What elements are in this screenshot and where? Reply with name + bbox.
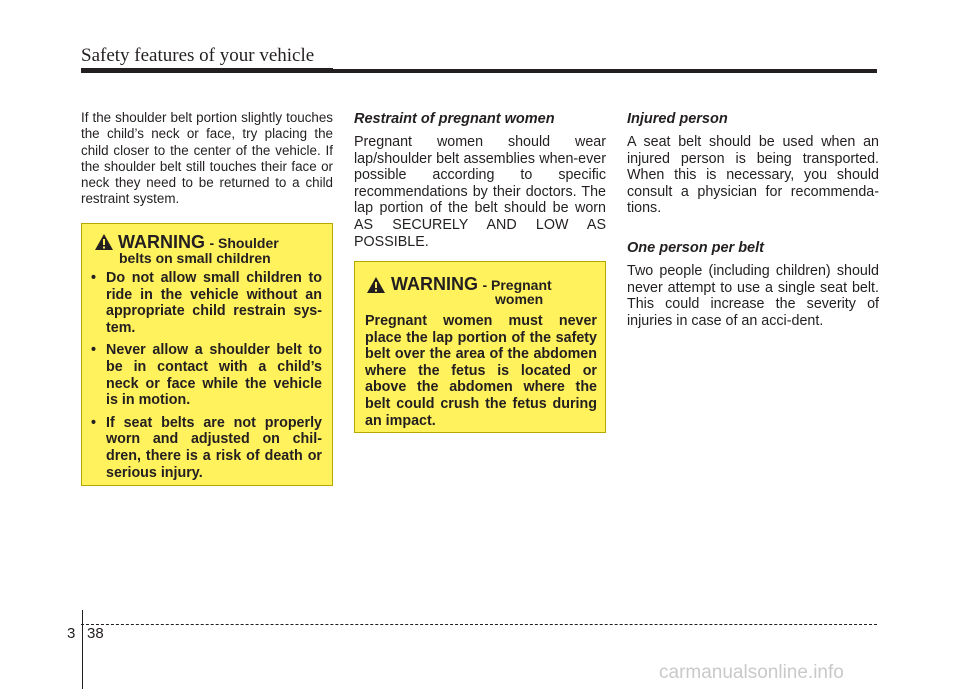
warning-text: Pregnant women must never place the lap portion of the safety belt over the area of the abdomen where the fetus is located or above the abdomen where the belt could crush the fetus during an impact. — [365, 313, 597, 429]
warning-bullet-list — [82, 270, 322, 481]
warning-subtitle: - Shoulder — [209, 235, 279, 251]
shoulder-belt-paragraph: If the shoulder belt portion slightly touches the child’s neck or face, try placing the child closer to the center of the vehicle. If the shoulder belt still touches their face or neck they need to be returned to a child restraint system. — [81, 110, 333, 207]
warning-subtitle-continued: belts on small children — [119, 250, 271, 266]
warning-subtitle: - Pregnant — [482, 277, 552, 293]
warning-title — [82, 224, 332, 266]
section-heading-pregnant-women: Restraint of pregnant women — [354, 111, 555, 127]
pregnant-women-paragraph: Pregnant women should wear lap/shoulder belt assemblies when-ever possible according to specific recommendations by their doctors. The lap portion of the belt should be worn AS SECURELY AND LOW AS POSSIBLE. — [354, 134, 606, 250]
chapter-number: 3 — [67, 625, 76, 642]
one-person-per-belt-paragraph: Two people (including children) should never attempt to use a single seat belt. This could increase the severity of injuries in case of an acci-dent. — [627, 262, 879, 329]
warning-triangle-icon — [366, 276, 386, 294]
warning-bullet: • If seat belts are not properly worn and adjusted on chil-dren, there is a risk of death or serious injury. — [82, 415, 322, 481]
warning-triangle-icon — [94, 233, 114, 251]
column-right — [627, 110, 879, 329]
page-number: 38 — [87, 625, 104, 642]
footer-rule — [81, 624, 877, 625]
section-heading-injured-person: Injured person — [627, 111, 728, 127]
footer-divider — [82, 610, 83, 689]
section-heading-one-person-per-belt: One person per belt — [627, 239, 764, 256]
watermark-text: carmanualsonline.info — [659, 662, 844, 683]
warning-subtitle-continued: women — [495, 291, 544, 307]
column-left — [81, 110, 333, 208]
warning-box-pregnant-women — [354, 261, 606, 433]
column-middle — [354, 110, 606, 250]
warning-label: WARNING — [118, 232, 205, 252]
header-rule-accent — [81, 68, 333, 73]
warning-bullet: • Do not allow small children to ride in the vehicle without an appropriate child restrain sys-tem. — [82, 270, 322, 336]
warning-label: WARNING — [391, 274, 478, 294]
warning-bullet: • Never allow a shoulder belt to be in contact with a child’s neck or face while the vehicle is in motion. — [82, 342, 322, 408]
page-header-title: Safety features of your vehicle — [81, 45, 315, 66]
warning-title — [355, 262, 605, 308]
warning-box-shoulder-belts — [81, 223, 333, 486]
injured-person-paragraph: A seat belt should be used when an injured person is being transported. When this is necessary, you should consult a physician for recommenda-tions. — [627, 134, 879, 217]
